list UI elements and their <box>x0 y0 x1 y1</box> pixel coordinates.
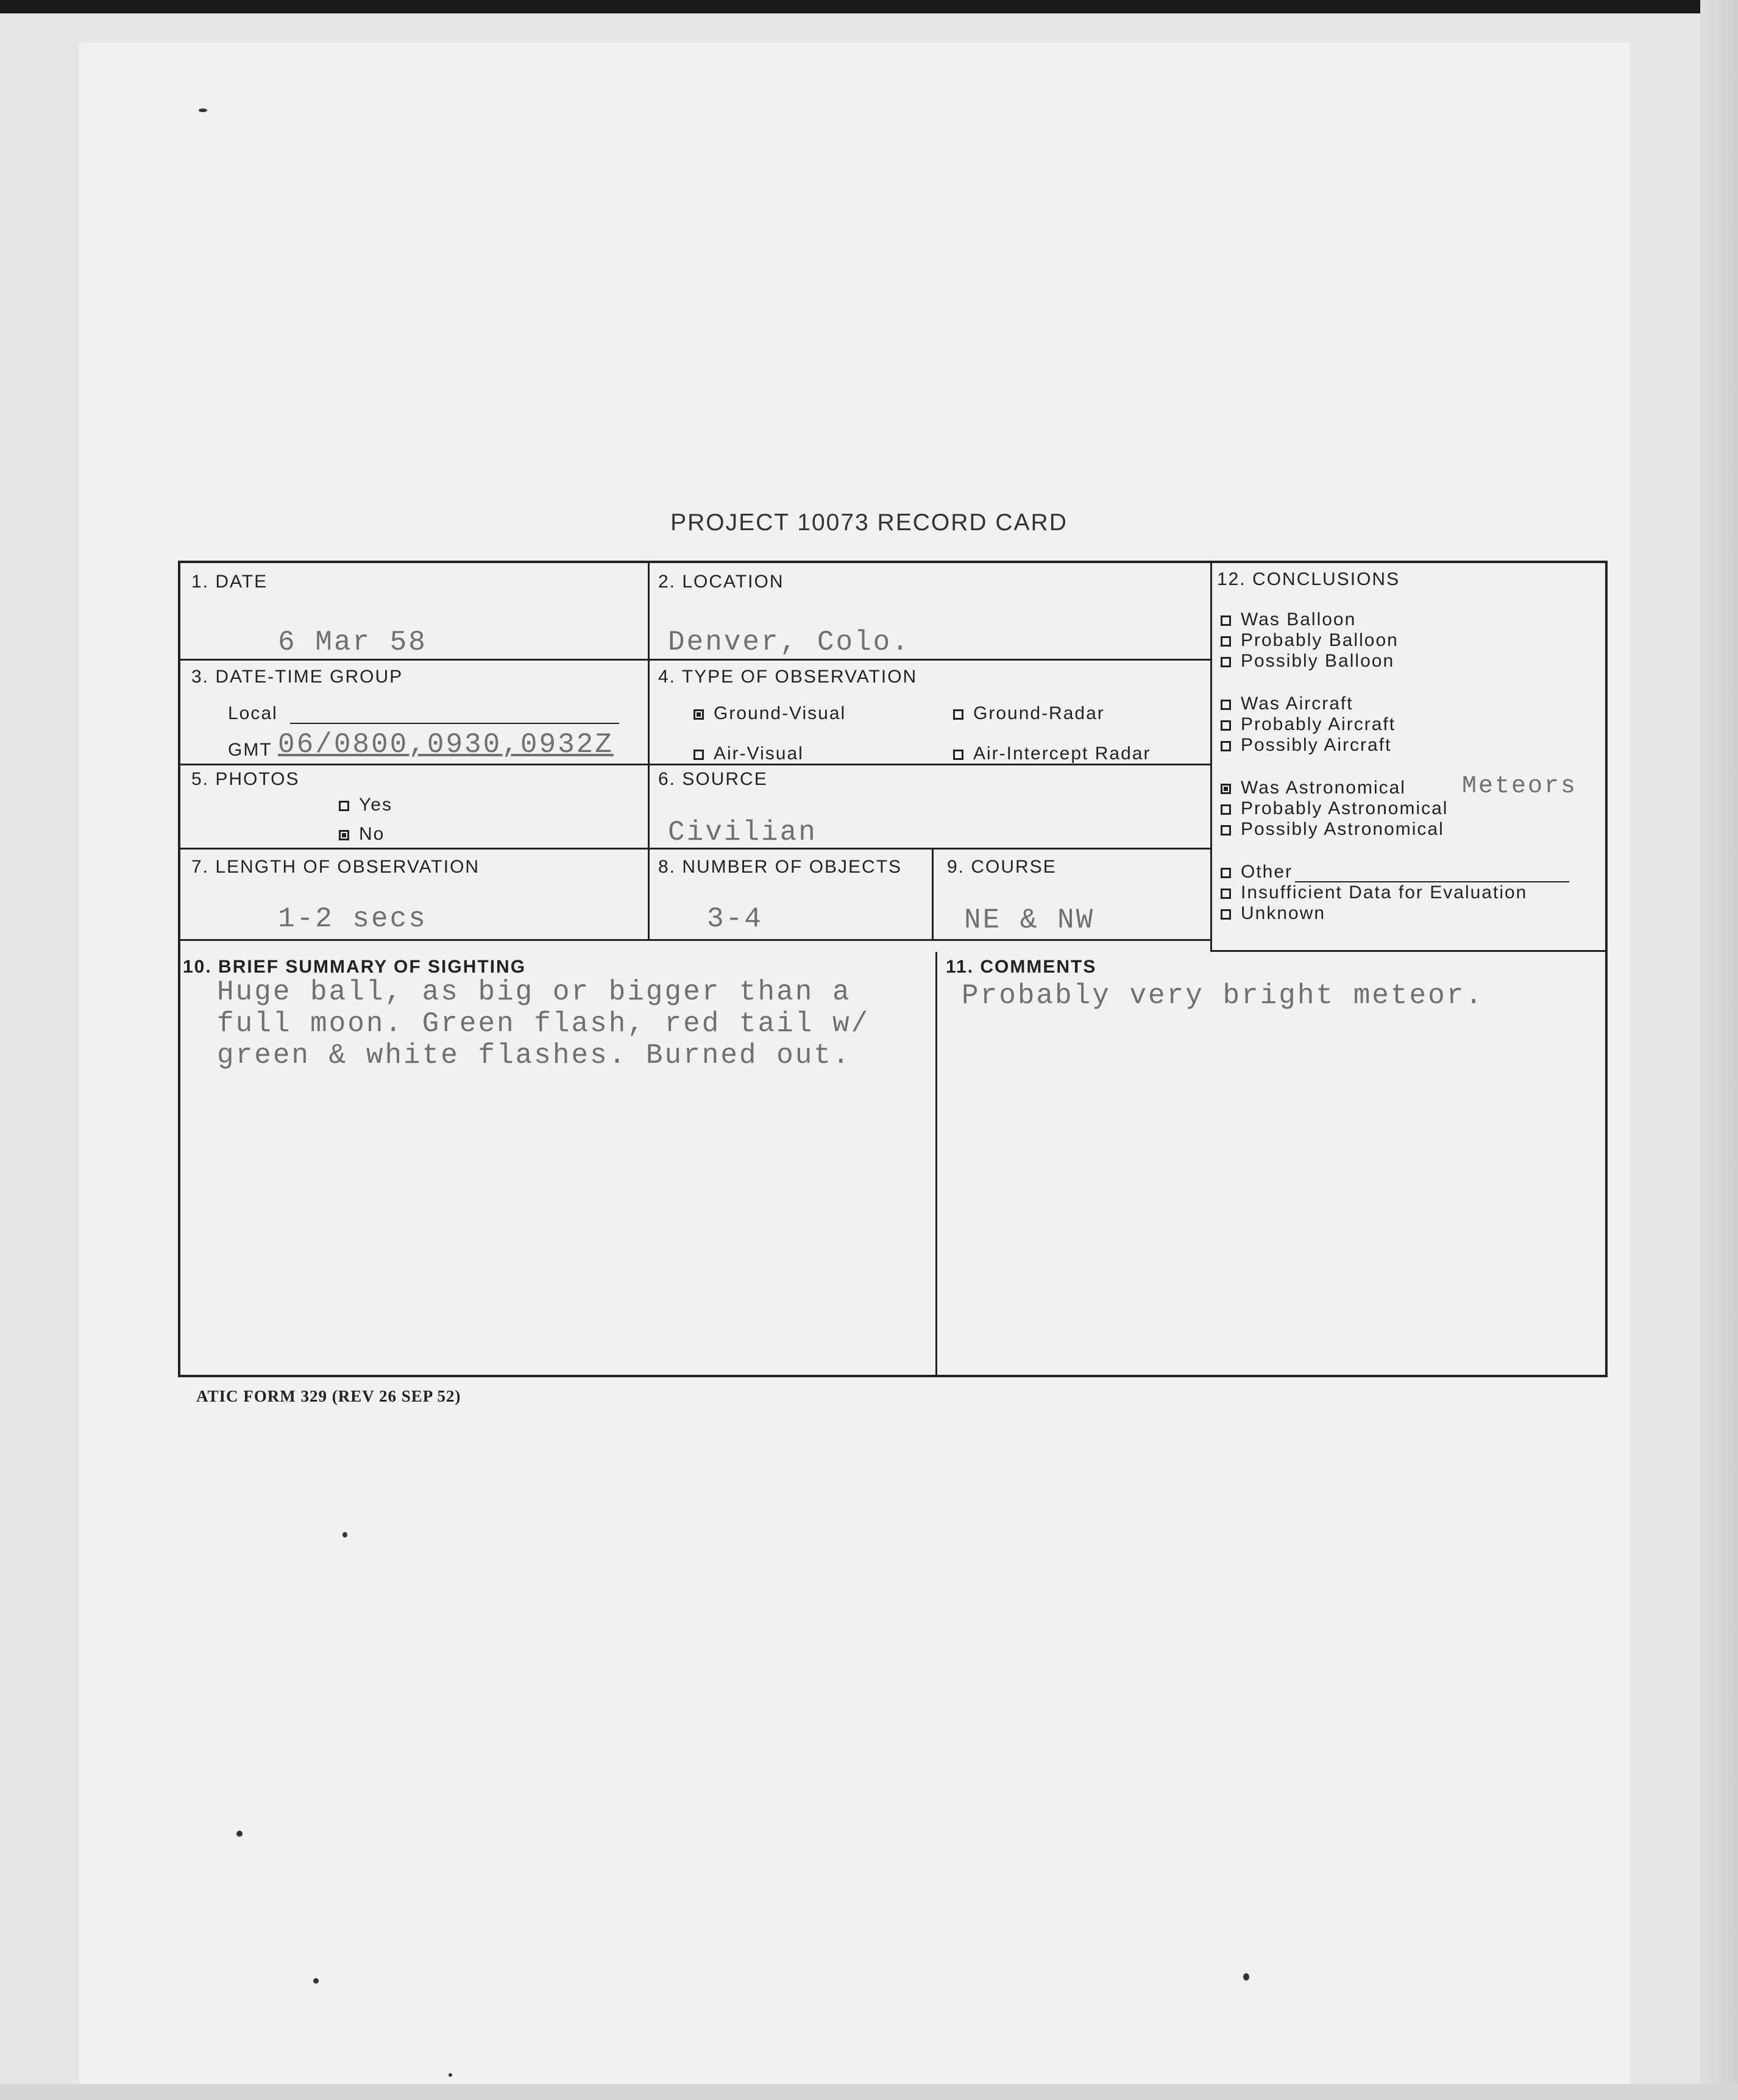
source-field <box>650 765 1210 850</box>
local-blank <box>290 723 619 724</box>
insufficient-data-option: Insufficient Data for Evaluation <box>1221 882 1527 903</box>
date-time-group-label: 3. DATE-TIME GROUP <box>191 667 403 687</box>
scan-border-right <box>1700 0 1738 2100</box>
probably-balloon-checkbox[interactable] <box>1221 636 1231 647</box>
air-intercept-radar-checkbox[interactable] <box>953 750 963 760</box>
probably-astronomical-option: Probably Astronomical <box>1221 798 1448 819</box>
form-identifier: ATIC FORM 329 (REV 26 SEP 52) <box>196 1387 461 1405</box>
ground-radar-checkbox[interactable] <box>953 709 963 720</box>
scan-border-bottom <box>0 2084 1738 2100</box>
date-field <box>180 563 650 661</box>
number-of-objects-field <box>650 850 934 941</box>
insufficient-data-checkbox[interactable] <box>1221 889 1231 899</box>
number-of-objects-label: 8. NUMBER OF OBJECTS <box>658 857 903 877</box>
summary-line-1: Huge ball, as big or bigger than a <box>217 976 851 1008</box>
probably-aircraft-option: Probably Aircraft <box>1221 714 1396 735</box>
probably-astronomical-checkbox[interactable] <box>1221 804 1231 815</box>
astronomical-note: Meteors <box>1462 773 1578 800</box>
was-astronomical-option: Was Astronomical <box>1221 778 1406 798</box>
ground-radar-option: Ground-Radar <box>953 703 1105 724</box>
card-title: PROJECT 10073 RECORD CARD <box>670 509 1068 536</box>
possibly-astronomical-checkbox[interactable] <box>1221 825 1231 835</box>
photos-yes-checkbox[interactable] <box>339 801 349 811</box>
air-visual-option: Air-Visual <box>693 743 804 764</box>
conclusions-label: 12. CONCLUSIONS <box>1217 569 1400 589</box>
probably-balloon-option: Probably Balloon <box>1221 630 1399 651</box>
record-card <box>178 561 1608 1377</box>
course-value: NE & NW <box>964 904 1095 936</box>
location-label: 2. LOCATION <box>658 572 784 592</box>
summary-field <box>180 952 937 1375</box>
length-of-observation-value: 1-2 secs <box>278 903 427 935</box>
was-aircraft-checkbox[interactable] <box>1221 700 1231 710</box>
possibly-balloon-checkbox[interactable] <box>1221 657 1231 667</box>
was-astronomical-checkbox[interactable] <box>1221 784 1231 794</box>
location-field <box>650 563 1210 661</box>
comments-field <box>937 952 1605 1375</box>
date-value: 6 Mar 58 <box>278 626 427 658</box>
local-time-line <box>228 703 619 724</box>
date-label: 1. DATE <box>191 572 268 592</box>
unknown-checkbox[interactable] <box>1221 909 1231 920</box>
scan-border-top <box>0 0 1738 13</box>
conclusions-field <box>1210 563 1605 952</box>
type-of-observation-label: 4. TYPE OF OBSERVATION <box>658 667 918 687</box>
ground-visual-option: Ground-Visual <box>693 703 846 724</box>
air-intercept-radar-option: Air-Intercept Radar <box>953 743 1151 764</box>
local-label: Local <box>228 703 278 723</box>
possibly-aircraft-checkbox[interactable] <box>1221 741 1231 751</box>
date-time-group-field <box>180 661 650 765</box>
was-balloon-option: Was Balloon <box>1221 609 1356 630</box>
gmt-value: 06/0800,0930,0932Z <box>278 729 614 761</box>
dust-speck <box>199 108 207 112</box>
possibly-astronomical-option: Possibly Astronomical <box>1221 819 1444 840</box>
gmt-line <box>228 740 272 761</box>
type-of-observation-field <box>650 661 1210 765</box>
gmt-label: GMT <box>228 740 272 760</box>
location-value: Denver, Colo. <box>668 626 910 658</box>
summary-line-3: green & white flashes. Burned out. <box>217 1040 851 1071</box>
photos-yes-option: Yes <box>339 795 392 815</box>
was-aircraft-option: Was Aircraft <box>1221 693 1353 714</box>
number-of-objects-value: 3-4 <box>707 903 763 935</box>
course-field <box>934 850 1210 941</box>
length-of-observation-label: 7. LENGTH OF OBSERVATION <box>191 857 480 877</box>
dust-speck <box>313 1978 319 1984</box>
photos-label: 5. PHOTOS <box>191 769 300 789</box>
probably-aircraft-checkbox[interactable] <box>1221 720 1231 731</box>
possibly-balloon-option: Possibly Balloon <box>1221 651 1394 672</box>
ground-visual-checkbox[interactable] <box>693 709 704 720</box>
air-visual-checkbox[interactable] <box>693 750 704 760</box>
source-label: 6. SOURCE <box>658 769 768 789</box>
was-balloon-checkbox[interactable] <box>1221 615 1231 626</box>
unknown-option: Unknown <box>1221 903 1325 924</box>
photos-no-option: No <box>339 824 385 845</box>
dust-speck <box>342 1532 347 1538</box>
photos-no-checkbox[interactable] <box>339 830 349 840</box>
photos-field <box>180 765 650 850</box>
other-option: Other <box>1221 862 1569 882</box>
other-checkbox[interactable] <box>1221 868 1231 878</box>
length-of-observation-field <box>180 850 650 941</box>
possibly-aircraft-option: Possibly Aircraft <box>1221 735 1391 756</box>
summary-line-2: full moon. Green flash, red tail w/ <box>217 1008 870 1040</box>
summary-label: 10. BRIEF SUMMARY OF SIGHTING <box>183 957 527 977</box>
dust-speck <box>1243 1973 1249 1981</box>
comments-value: Probably very bright meteor. <box>962 980 1484 1012</box>
dust-speck <box>449 2073 452 2077</box>
dust-speck <box>236 1831 243 1837</box>
comments-label: 11. COMMENTS <box>946 957 1097 977</box>
source-value: Civilian <box>668 817 817 848</box>
course-label: 9. COURSE <box>947 857 1057 877</box>
